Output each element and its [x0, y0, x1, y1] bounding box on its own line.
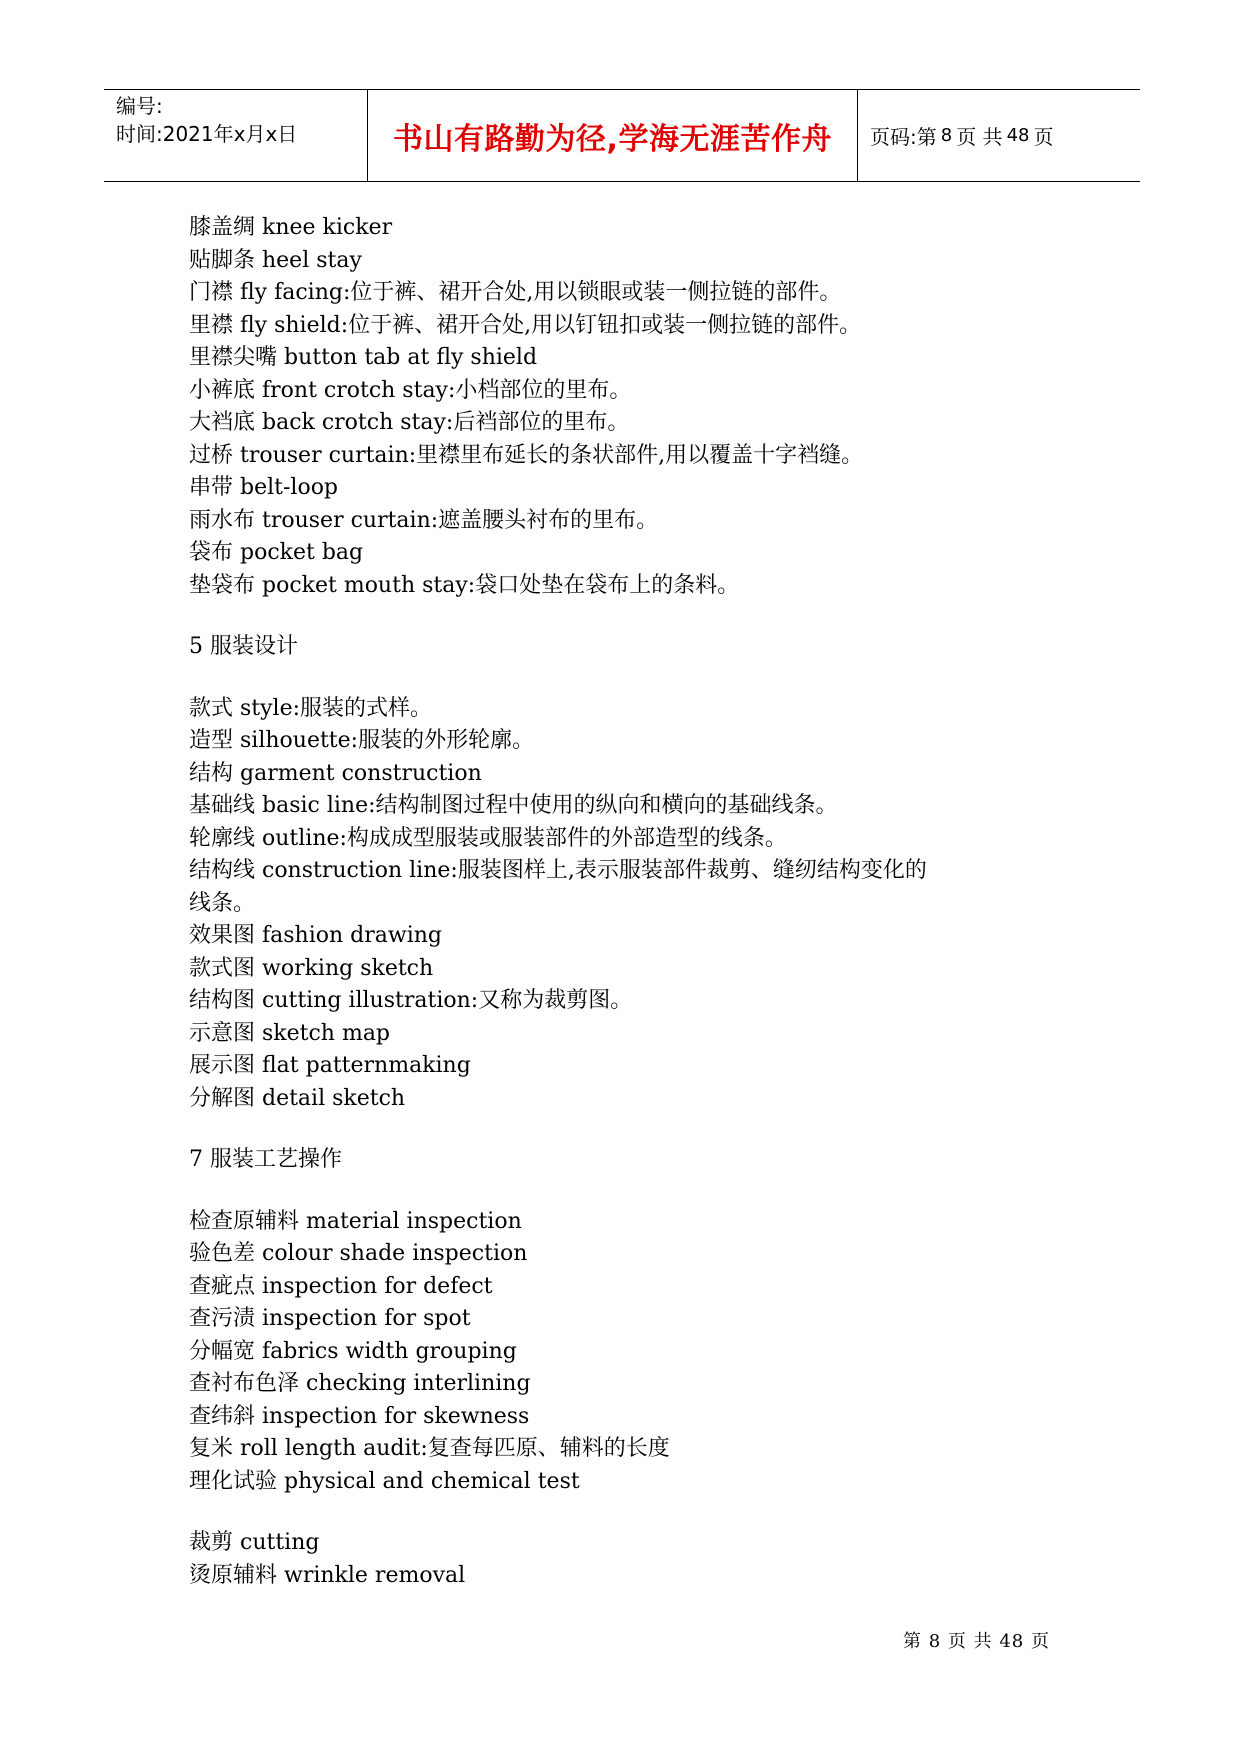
term-line: 线条。: [189, 890, 256, 916]
term-line: 理化试验 physical and chemical test: [189, 1468, 580, 1494]
term-line: 查衬布色泽 checking interlining: [189, 1371, 531, 1396]
paragraph-gap: [189, 1177, 1089, 1206]
paragraph-gap: [189, 1498, 1089, 1527]
term-line: 袋布 pocket bag: [189, 540, 364, 565]
term-line: 结构 garment construction: [189, 760, 482, 786]
term-line: 膝盖绸 knee kicker: [189, 215, 393, 240]
term-line: 查纬斜 inspection for skewness: [189, 1403, 530, 1429]
paragraph-gap: [189, 664, 1089, 693]
header-meta: [104, 90, 368, 181]
paragraph-gap: [189, 1115, 1089, 1144]
term-line: 结构图 cutting illustration:又称为裁剪图。: [189, 988, 633, 1013]
term-line: 裁剪 cutting: [189, 1530, 320, 1555]
term-line: 分幅宽 fabrics width grouping: [189, 1338, 517, 1364]
document-body: [189, 212, 1089, 1592]
term-line: 里襟 fly shield:位于裤、裙开合处,用以钉钮扣或装一侧拉链的部件。: [189, 312, 862, 338]
term-line: 造型 silhouette:服装的外形轮廓。: [189, 728, 535, 753]
page-prefix: 页码:第: [870, 125, 937, 149]
term-line: 款式图 working sketch: [189, 955, 434, 981]
term-line: 复米 roll length audit:复查每匹原、辅料的长度: [189, 1436, 670, 1461]
section-heading: 5 服装设计: [189, 634, 298, 659]
term-line: 查疵点 inspection for defect: [189, 1273, 493, 1299]
term-line: 小裤底 front crotch stay:小档部位的里布。: [189, 377, 632, 403]
term-line: 轮廓线 outline:构成成型服装或服装部件的外部造型的线条。: [189, 825, 787, 851]
term-line: 效果图 fashion drawing: [189, 923, 442, 948]
term-line: 大裆底 back crotch stay:后裆部位的里布。: [189, 410, 630, 435]
page-footer: 第 8 页 共 48 页: [903, 1631, 1050, 1652]
term-line: 串带 belt-loop: [189, 475, 339, 500]
term-line: 里襟尖嘴 button tab at fly shield: [189, 345, 538, 370]
term-line: 基础线 basic line:结构制图过程中使用的纵向和横向的基础线条。: [189, 793, 838, 818]
time-label: 时间:2021年x月x日: [116, 122, 298, 146]
term-line: 垫袋布 pocket mouth stay:袋口处垫在袋布上的条料。: [189, 572, 740, 598]
term-line: 示意图 sketch map: [189, 1020, 391, 1046]
term-line: 烫原辅料 wrinkle removal: [189, 1562, 466, 1588]
paragraph-gap: [189, 602, 1089, 631]
serial-label: 编号:: [116, 94, 163, 118]
term-line: 雨水布 trouser curtain:遮盖腰头衬布的里布。: [189, 507, 659, 533]
term-line: 过桥 trouser curtain:里襟里布延长的条状部件,用以覆盖十字裆缝。: [189, 442, 864, 468]
section-heading: 7 服装工艺操作: [189, 1147, 342, 1172]
term-line: 展示图 flat patternmaking: [189, 1053, 471, 1078]
term-line: 结构线 construction line:服装图样上,表示服装部件裁剪、缝纫结构变化的: [189, 858, 927, 883]
term-line: 款式 style:服装的式样。: [189, 695, 433, 721]
term-line: 分解图 detail sketch: [189, 1085, 406, 1111]
header-motto: 书山有路勤为径,学海无涯苦作舟: [368, 90, 858, 181]
page-header: [104, 89, 1140, 182]
page-suffix: 页: [1033, 125, 1054, 149]
page-total: 48: [1006, 125, 1030, 146]
term-line: 检查原辅料 material inspection: [189, 1208, 522, 1234]
term-line: 查污渍 inspection for spot: [189, 1306, 471, 1331]
term-line: 验色差 colour shade inspection: [189, 1241, 528, 1266]
header-page-info: [858, 90, 1140, 181]
term-line: 贴脚条 heel stay: [189, 247, 362, 273]
page-mid: 页 共: [956, 125, 1003, 149]
term-line: 门襟 fly facing:位于裤、裙开合处,用以锁眼或装一侧拉链的部件。: [189, 280, 842, 305]
page-number: 8: [940, 125, 953, 146]
